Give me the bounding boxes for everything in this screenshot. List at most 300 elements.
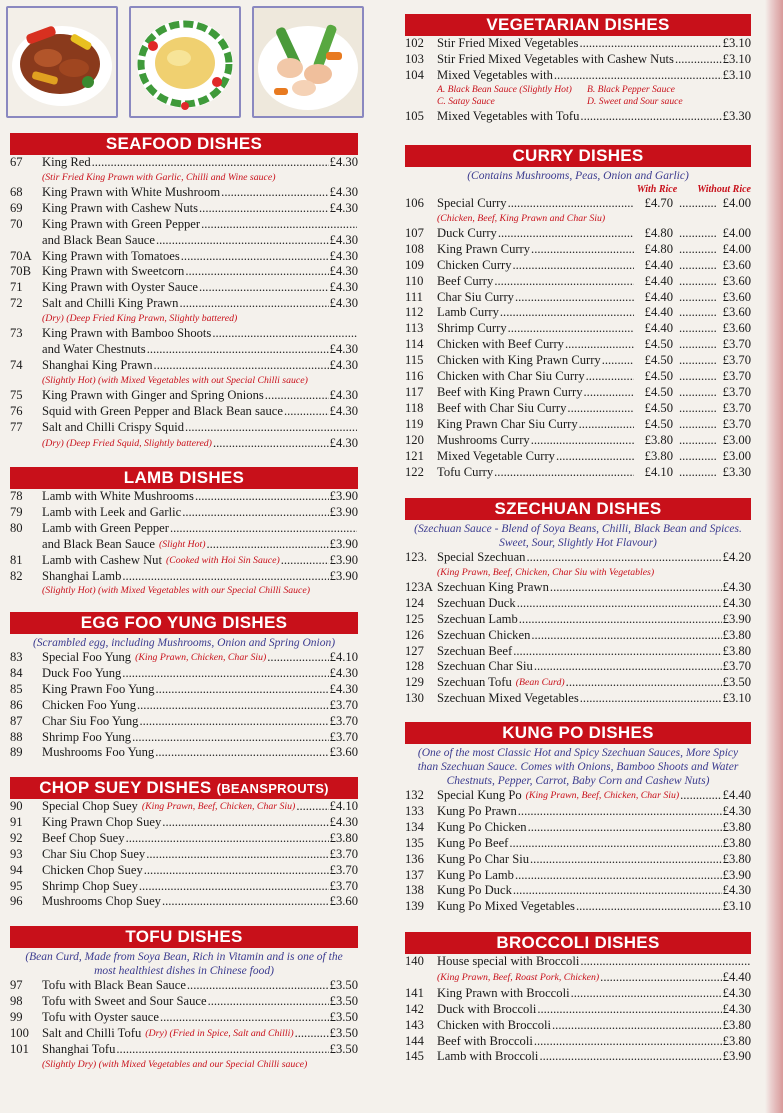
menu-item	[10, 155, 358, 171]
dot-leader	[602, 353, 634, 369]
item-price: £4.30	[329, 264, 358, 279]
item-price: £3.80	[722, 627, 751, 642]
item-number: 107	[405, 225, 424, 240]
item-name: Beef Curry	[437, 273, 494, 288]
menu-item	[10, 326, 358, 342]
item-price: £3.80	[722, 851, 751, 866]
menu-item	[10, 201, 358, 217]
curry-header	[405, 145, 751, 167]
item-number: 70A	[10, 248, 32, 263]
item-number: 72	[10, 296, 23, 311]
dot-leader	[182, 505, 328, 521]
item-number: 96	[10, 894, 23, 909]
dot-leader	[92, 155, 329, 171]
item-number: 92	[10, 830, 23, 845]
dot-leader	[513, 258, 635, 274]
item-number: 103	[405, 51, 424, 66]
dot-leader	[284, 404, 329, 420]
item-number: 68	[10, 184, 23, 199]
item-price: £3.90	[722, 867, 751, 882]
item-price: £4.30	[329, 814, 358, 829]
item-name: Lamb with Cashew Nut	[42, 552, 162, 567]
menu-item	[405, 321, 751, 337]
item-name: Shanghai Lamb	[42, 568, 122, 583]
item-price: £3.50	[329, 978, 358, 992]
item-price: £4.30	[722, 803, 751, 818]
vegetarian-header	[405, 14, 751, 36]
section-title: VEGETARIAN DISHES	[486, 15, 670, 34]
item-name: Szechuan Tofu	[437, 675, 512, 690]
item-number: 101	[10, 1041, 29, 1056]
chopsuey-section	[10, 777, 358, 910]
dish-photo-2	[129, 6, 241, 118]
dot-leader	[556, 449, 634, 465]
menu-item-continued	[405, 970, 751, 986]
item-name: Stir Fried Mixed Vegetables	[437, 36, 579, 50]
item-number: 85	[10, 681, 23, 696]
menu-item	[405, 353, 751, 369]
item-number: 74	[10, 357, 23, 372]
section-description: (One of the most Classic Hot and Spicy Szechuan Sauces, More Spicy than Szechuan Sauce. Comes with Onions, Bamboo Shoots and Water Chestnuts, Pepper, Carrot, Baby Corn and Cashew Nuts)	[417, 747, 739, 787]
item-price: £4.40	[722, 788, 751, 802]
item-number: 117	[405, 384, 424, 399]
menu-item	[10, 296, 358, 312]
menu-item	[405, 1049, 751, 1065]
menu-item	[405, 274, 751, 290]
item-price: £3.90	[722, 611, 751, 626]
item-name: Salt and Chilli King Prawn	[42, 296, 179, 311]
menu-item	[10, 505, 358, 521]
szechuan-header	[405, 498, 751, 520]
item-price: £4.30	[722, 985, 751, 1000]
item-name: Chicken Curry	[437, 257, 512, 272]
item-number: 135	[405, 835, 424, 850]
item-number: 91	[10, 814, 23, 829]
menu-item	[405, 36, 751, 52]
item-note: (Stir Fried King Prawn with Garlic, Chilli and Wine sauce)	[42, 171, 276, 183]
menu-item	[10, 489, 358, 505]
section-title: KUNG PO DISHES	[502, 723, 654, 742]
price-without-rice: £3.00	[722, 448, 751, 463]
item-name: Chicken Foo Yung	[42, 697, 136, 712]
price-with-rice: £4.40	[644, 273, 673, 288]
menu-item	[405, 986, 751, 1002]
item-price: £3.70	[329, 697, 358, 712]
dot-leader	[528, 820, 722, 836]
menu-item	[405, 433, 751, 449]
menu-item	[405, 899, 751, 915]
menu-item	[405, 290, 751, 306]
dot-leader	[137, 698, 329, 714]
dot-leader	[576, 899, 722, 915]
item-price: £4.40	[722, 969, 751, 984]
curry-section	[405, 145, 751, 480]
item-number: 80	[10, 520, 23, 535]
item-name: Special Szechuan	[437, 550, 526, 564]
dot-leader	[199, 201, 329, 217]
menu-item	[10, 815, 358, 831]
item-note: (Bean Curd)	[515, 677, 565, 689]
eggfoo-header	[10, 612, 358, 634]
menu-item	[405, 628, 751, 644]
item-price: £3.70	[329, 713, 358, 728]
menu-item	[405, 675, 751, 691]
menu-item	[405, 242, 751, 258]
dot-leader	[680, 788, 722, 804]
dot-leader	[534, 1034, 722, 1050]
item-price: £3.50	[329, 1025, 358, 1040]
menu-item	[10, 730, 358, 746]
menu-item	[405, 580, 751, 596]
item-number: 120	[405, 432, 424, 447]
item-name: King Prawn Chop Suey	[42, 814, 162, 829]
item-name: Kung Po Lamb	[437, 867, 514, 882]
dot-leader	[295, 1026, 329, 1042]
menu-item	[10, 894, 358, 910]
item-price: £3.50	[722, 675, 751, 690]
item-name: King Prawn with Green Pepper	[42, 216, 201, 231]
item-price: £4.30	[329, 387, 358, 402]
item-number: 86	[10, 697, 23, 712]
item-number: 123A	[405, 579, 433, 594]
item-name: King Prawn with Oyster Sauce	[42, 280, 198, 295]
item-price: £4.30	[722, 579, 751, 594]
item-price: £3.80	[722, 1033, 751, 1048]
price-without-rice: £4.00	[722, 196, 751, 210]
dot-leader	[147, 342, 329, 358]
menu-item	[405, 691, 751, 707]
item-number: 89	[10, 745, 23, 760]
item-price: £3.70	[329, 729, 358, 744]
dot-leader	[156, 233, 329, 249]
item-number: 78	[10, 489, 23, 503]
item-price: £3.10	[722, 691, 751, 706]
menu-item	[10, 185, 358, 201]
item-name: Shrimp Chop Suey	[42, 878, 138, 893]
dot-leader	[566, 675, 722, 691]
price-with-rice: £4.70	[644, 196, 673, 210]
menu-item	[10, 650, 358, 666]
item-number: 94	[10, 862, 23, 877]
menu-item	[405, 596, 751, 612]
item-name: Shanghai King Prawn	[42, 357, 153, 372]
item-number: 100	[10, 1025, 29, 1040]
item-price: £3.90	[722, 1049, 751, 1064]
item-number: 116	[405, 369, 424, 384]
menu-item-continued	[10, 342, 358, 358]
dot-leader	[679, 196, 717, 212]
item-price: £3.70	[329, 878, 358, 893]
item-name: King Prawn with Tomatoes	[42, 248, 180, 263]
price-with-rice: £3.80	[644, 448, 673, 463]
menu-item	[405, 868, 751, 884]
item-name: Lamb with Broccoli	[437, 1049, 539, 1064]
dot-leader	[195, 489, 329, 505]
menu-item	[10, 420, 358, 436]
item-price: £3.10	[722, 36, 751, 50]
item-price: £3.10	[722, 67, 751, 82]
dot-leader	[162, 815, 328, 831]
dot-leader	[537, 1002, 721, 1018]
item-price: £3.90	[329, 552, 358, 567]
dot-leader	[679, 337, 717, 353]
item-name: Special Chop Suey	[42, 799, 138, 813]
item-name: King Prawn with Bamboo Shoots	[42, 326, 212, 341]
item-number: 112	[405, 305, 424, 320]
dot-leader	[580, 954, 750, 970]
page-edge	[765, 0, 783, 1113]
item-name: Szechuan Beef	[437, 643, 513, 658]
item-name: Szechuan Lamb	[437, 611, 518, 626]
item-price: £3.50	[329, 1041, 358, 1056]
item-note: (King Prawn, Beef, Chicken, Char Siu with Vegetables)	[437, 566, 655, 578]
price-with-rice: £4.10	[644, 464, 673, 479]
dot-leader	[565, 337, 634, 353]
sauce-option: C. Satay Sauce	[437, 96, 495, 108]
item-name: Lamb with Green Pepper	[42, 520, 169, 535]
szechuan-section	[405, 498, 751, 707]
menu-item	[10, 847, 358, 863]
item-price: £4.30	[329, 403, 358, 418]
menu-item	[10, 879, 358, 895]
item-name: Duck with Broccoli	[437, 1001, 537, 1016]
price-with-rice: £4.50	[644, 384, 673, 399]
menu-item	[405, 401, 751, 417]
dot-leader	[122, 666, 328, 682]
menu-item	[10, 249, 358, 265]
menu-item	[405, 417, 751, 433]
item-number: 95	[10, 878, 23, 893]
dot-leader	[212, 326, 357, 342]
lamb-section	[10, 467, 358, 598]
item-number: 128	[405, 659, 424, 674]
price-with-rice: £4.40	[644, 321, 673, 336]
item-price: £4.30	[722, 883, 751, 898]
item-price: £4.30	[329, 280, 358, 295]
vegetarian-section	[405, 14, 751, 125]
item-price: £4.30	[722, 595, 751, 610]
tofu-section	[10, 926, 358, 1072]
dish-photo-3	[252, 6, 364, 118]
item-note: (Dry) (Fried in Spice, Salt and Chilli)	[145, 1027, 294, 1039]
dot-leader	[580, 691, 722, 707]
item-price: £4.30	[329, 665, 358, 680]
price-without-rice: £3.60	[722, 273, 751, 288]
item-number: 132	[405, 788, 424, 802]
dot-leader	[494, 465, 634, 481]
dot-leader	[513, 644, 721, 660]
dot-leader	[185, 420, 357, 436]
item-number: 75	[10, 387, 23, 402]
price-without-rice: £3.70	[722, 369, 751, 384]
dot-leader	[539, 1049, 721, 1065]
dot-leader	[221, 185, 328, 201]
item-number: 97	[10, 978, 23, 992]
price-with-rice: £4.40	[644, 257, 673, 272]
dot-leader	[679, 369, 717, 385]
dot-leader	[579, 417, 634, 433]
dot-leader	[139, 879, 329, 895]
item-number: 69	[10, 200, 23, 215]
section-title: EGG FOO YUNG DISHES	[80, 613, 288, 632]
price-with-rice: £4.40	[644, 305, 673, 320]
menu-item	[10, 863, 358, 879]
item-name-line2: and Water Chestnuts	[42, 342, 146, 357]
item-name: King Prawn with Broccoli	[437, 985, 570, 1000]
dot-leader	[265, 388, 329, 404]
dot-leader	[679, 274, 717, 290]
item-name: Kung Po Char Siu	[437, 851, 530, 866]
item-price: £4.30	[329, 248, 358, 263]
menu-item	[405, 836, 751, 852]
menu-item	[10, 831, 358, 847]
price-without-rice: £3.00	[722, 432, 751, 447]
item-price: £3.70	[329, 862, 358, 877]
item-price: £4.30	[329, 155, 358, 169]
seafood-section	[10, 133, 358, 452]
menu-item	[405, 226, 751, 242]
dot-leader	[675, 52, 722, 68]
dot-leader	[550, 580, 722, 596]
price-without-rice: £3.60	[722, 289, 751, 304]
item-price: £3.80	[722, 835, 751, 850]
item-number: 67	[10, 155, 23, 169]
item-price: £4.30	[329, 200, 358, 215]
menu-item	[10, 217, 358, 233]
item-number: 123.	[405, 550, 428, 564]
item-number: 102	[405, 36, 424, 50]
item-name: Char Siu Chop Suey	[42, 846, 146, 861]
dot-leader	[508, 321, 634, 337]
section-title: CHOP SUEY DISHES	[39, 778, 212, 797]
price-with-rice: £4.40	[644, 289, 673, 304]
price-without-rice: £3.70	[722, 384, 751, 399]
dot-leader	[155, 745, 328, 761]
dot-leader	[518, 804, 722, 820]
item-price: £3.80	[722, 643, 751, 658]
item-number: 99	[10, 1009, 23, 1024]
dot-leader	[206, 537, 328, 553]
item-name: Mixed Vegetables with	[437, 67, 553, 82]
item-number: 93	[10, 846, 23, 861]
dot-leader	[531, 433, 634, 449]
dot-leader	[122, 569, 328, 585]
price-with-rice: £4.50	[644, 369, 673, 384]
item-name: King Prawn Char Siu Curry	[437, 416, 578, 431]
item-name: King Prawn with Sweetcorn	[42, 264, 185, 279]
dot-leader	[679, 226, 717, 242]
menu-item	[405, 449, 751, 465]
item-number: 145	[405, 1049, 424, 1064]
item-number: 83	[10, 650, 23, 664]
item-name: Tofu Curry	[437, 464, 494, 479]
dot-leader	[519, 612, 722, 628]
item-name: Beef with Broccoli	[437, 1033, 533, 1048]
item-name: King Prawn with White Mushroom	[42, 184, 221, 199]
section-title: BROCCOLI DISHES	[496, 933, 660, 952]
menu-item	[405, 337, 751, 353]
item-price: £3.80	[329, 830, 358, 845]
dot-leader	[679, 417, 717, 433]
item-number: 115	[405, 353, 424, 368]
menu-item	[10, 714, 358, 730]
price-with-rice: £4.50	[644, 353, 673, 368]
item-number: 81	[10, 552, 23, 567]
dot-leader	[281, 553, 329, 569]
dot-leader	[567, 401, 634, 417]
item-name: Shrimp Foo Yung	[42, 729, 132, 744]
item-name: Mushrooms Foo Yung	[42, 745, 155, 760]
item-note: (King Prawn, Beef, Chicken, Char Siu)	[525, 790, 680, 801]
dot-leader	[213, 436, 329, 452]
item-name-line2: and Black Bean Sauce	[42, 536, 155, 551]
item-name: Chicken with Beef Curry	[437, 337, 564, 352]
dot-leader	[185, 264, 328, 280]
item-note: (Slightly Hot) (with Mixed Vegetables with out Special Chilli sauce)	[42, 374, 308, 386]
dot-leader	[126, 831, 329, 847]
seafood-header	[10, 133, 358, 155]
dot-leader	[515, 290, 634, 306]
menu-item	[405, 1002, 751, 1018]
item-note: (King Prawn, Beef, Chicken, Char Siu)	[141, 801, 296, 812]
item-name: Special Foo Yung	[42, 650, 132, 664]
item-name: Beef with Char Siu Curry	[437, 400, 567, 415]
dot-leader	[146, 847, 328, 863]
price-without-rice: £3.60	[722, 321, 751, 336]
menu-item	[405, 659, 751, 675]
item-price: £3.10	[722, 51, 751, 66]
item-note: (Slightly Dry) (with Mixed Vegetables and our Special Chilli sauce)	[42, 1058, 308, 1070]
menu-item	[10, 666, 358, 682]
menu-item	[10, 553, 358, 569]
chopsuey-header	[10, 777, 358, 799]
item-note: (Slight Hot)	[158, 538, 206, 550]
dot-leader	[679, 321, 717, 337]
eggfoo-section	[10, 612, 358, 761]
price-without-rice: £3.70	[722, 416, 751, 431]
section-title: TOFU DISHES	[125, 927, 243, 946]
item-price: £4.30	[329, 232, 358, 247]
with-rice-label: With Rice	[636, 184, 678, 195]
item-number: 127	[405, 643, 424, 658]
item-price: £3.60	[329, 745, 358, 760]
item-number: 133	[405, 803, 424, 818]
section-description: (Szechuan Sauce - Blend of Soya Beans, Chilli, Black Bean and Spices. Sweet, Sour, Slightly Hot Flavour)	[414, 523, 742, 549]
dish-photo-1	[6, 6, 118, 118]
dot-leader	[132, 730, 329, 746]
item-number: 79	[10, 504, 23, 519]
item-note: (King Prawn, Chicken, Char Siu)	[135, 652, 267, 663]
sauce-option: A. Black Bean Sauce (Slightly Hot)	[437, 83, 572, 95]
item-number: 84	[10, 665, 23, 680]
menu-item	[405, 68, 751, 84]
dot-leader	[571, 986, 722, 1002]
menu-item	[405, 385, 751, 401]
item-number: 98	[10, 993, 23, 1008]
menu-item	[405, 1034, 751, 1050]
item-name: Beef with King Prawn Curry	[437, 384, 583, 399]
item-number: 119	[405, 416, 424, 431]
price-without-rice: £3.70	[722, 337, 751, 352]
menu-item	[405, 109, 751, 125]
dot-leader	[181, 249, 329, 265]
price-without-rice: £3.70	[722, 353, 751, 368]
dot-leader	[679, 385, 717, 401]
item-name: Stir Fried Mixed Vegetables with Cashew Nuts	[437, 51, 674, 66]
item-number: 73	[10, 326, 23, 341]
item-number: 139	[405, 899, 424, 914]
item-price: £4.30	[329, 296, 358, 311]
